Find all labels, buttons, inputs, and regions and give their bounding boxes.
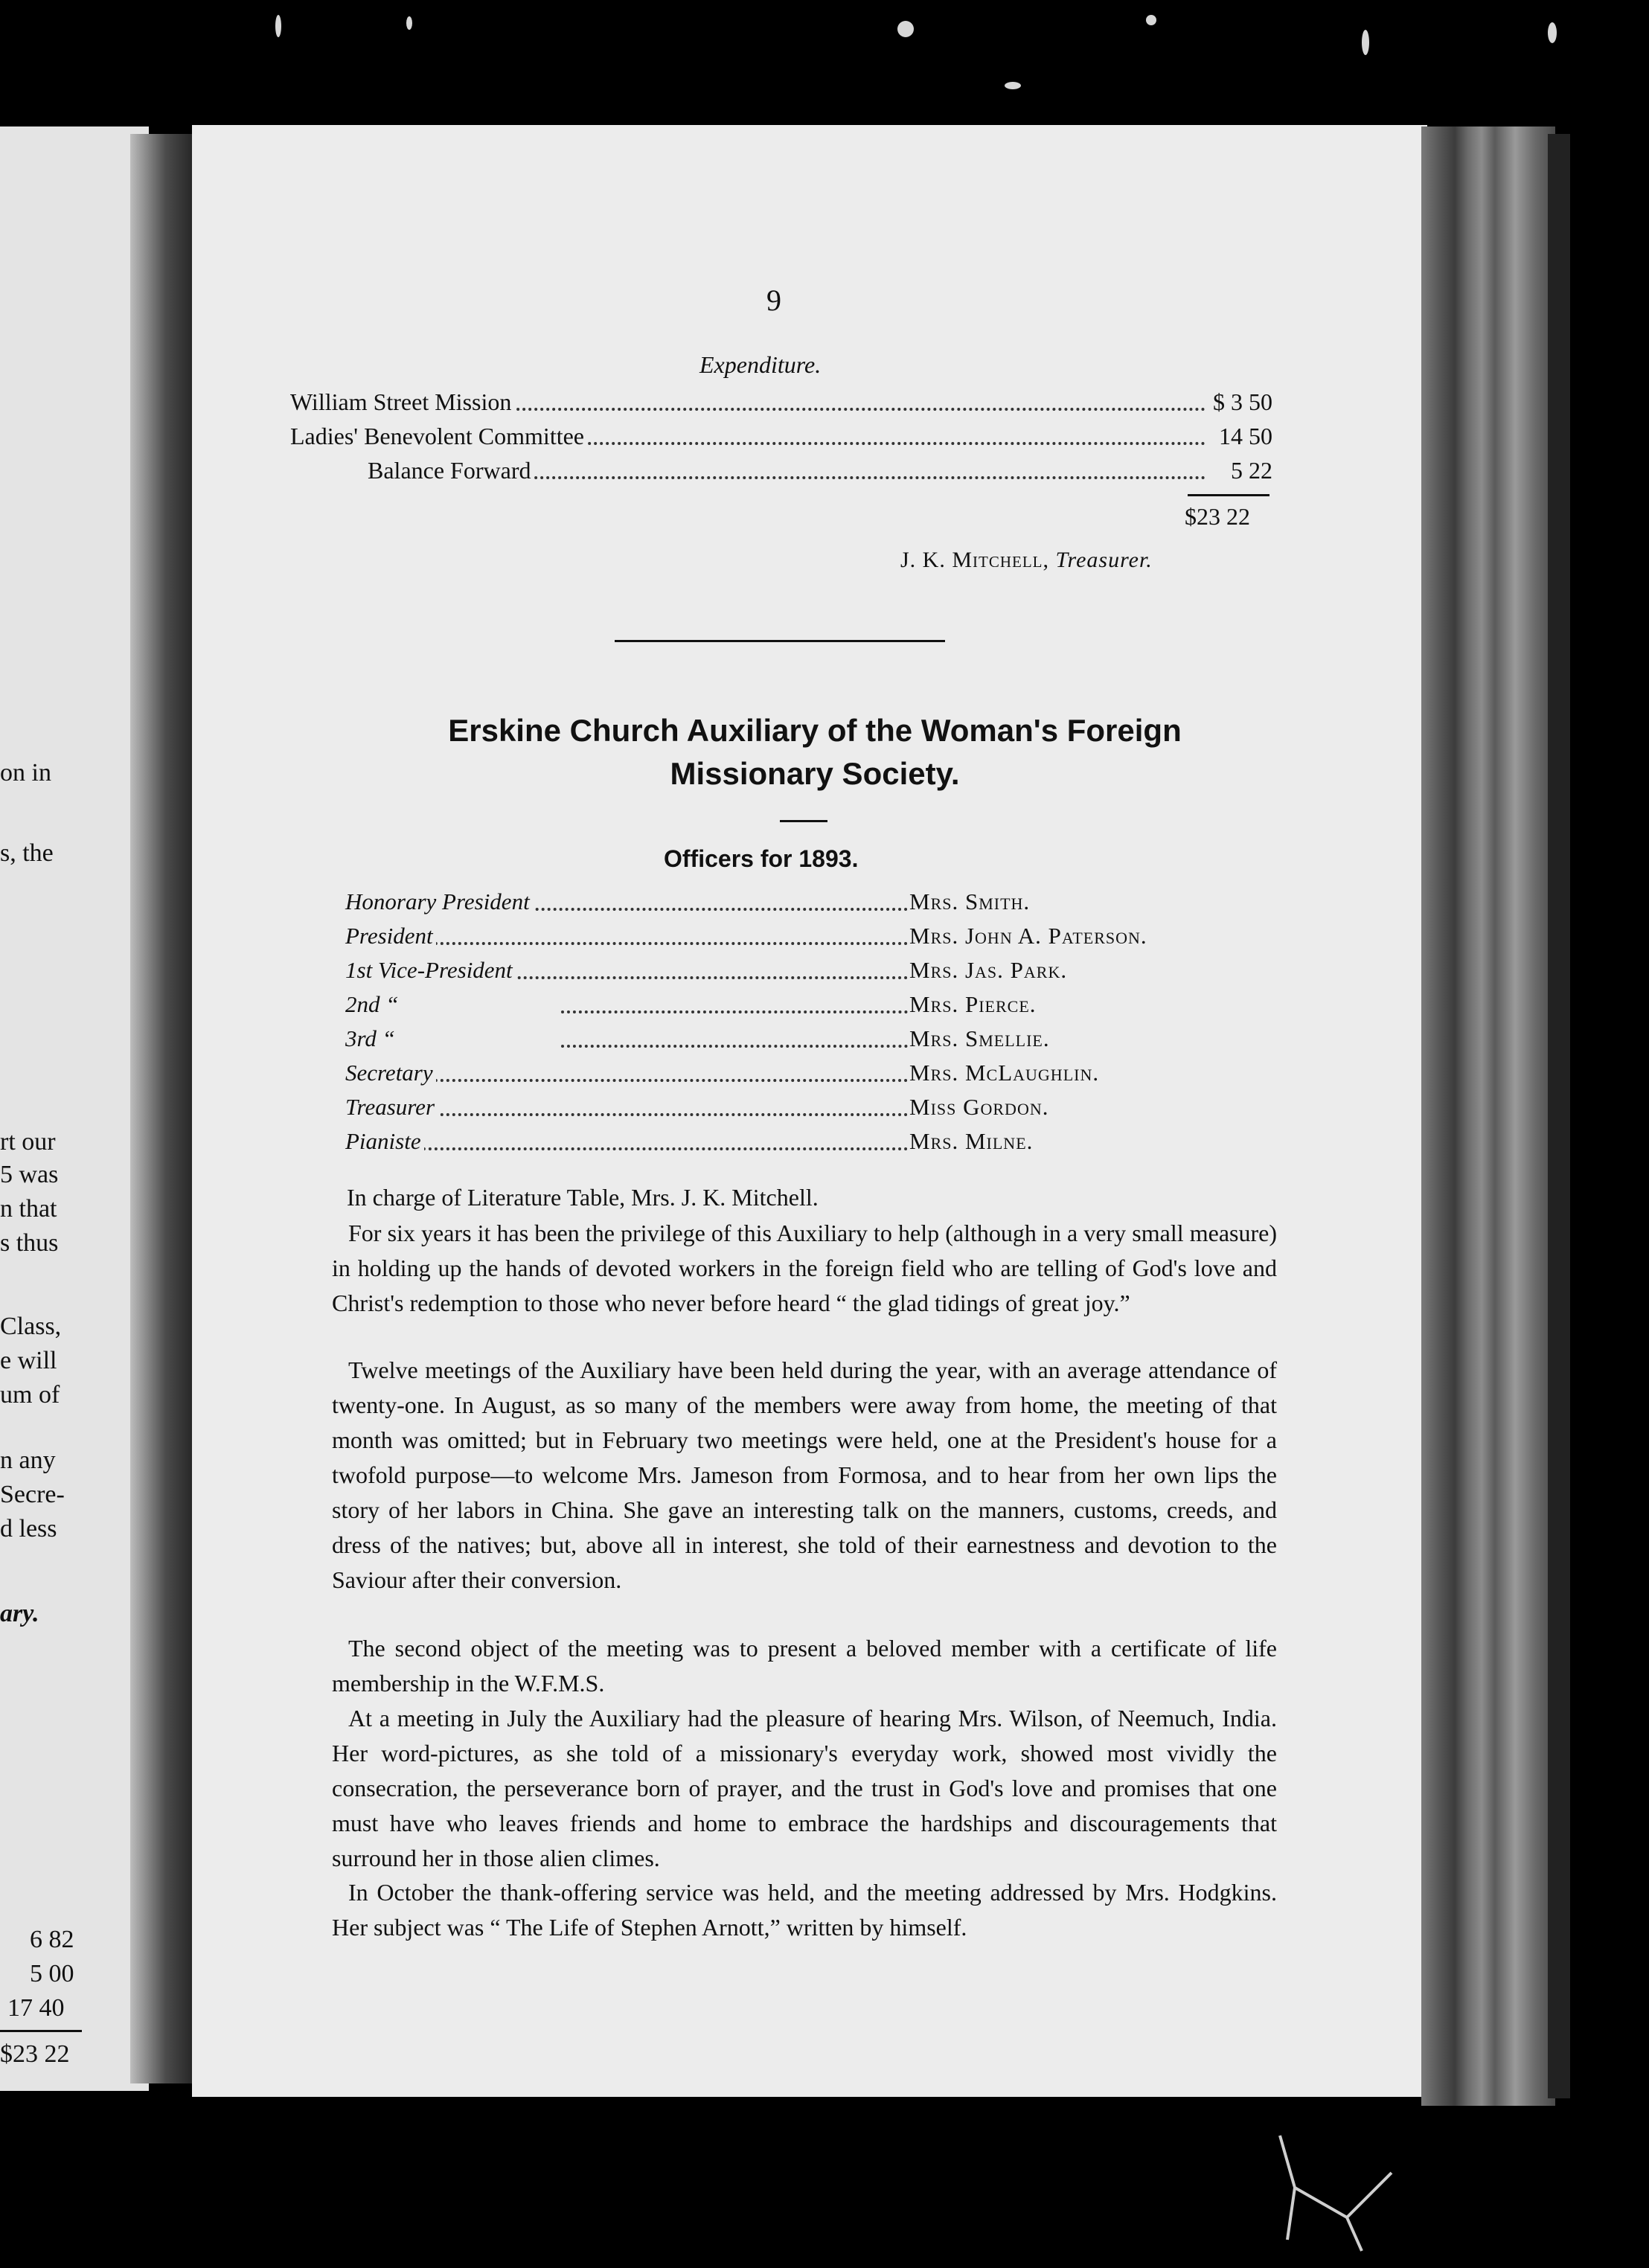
body-paragraph: For six years it has been the privilege of this Auxiliary to help (although in a very small measure) in holding up the hands of devoted workers in the foreign field who are telling of God's love and Christ's redemption to those who never before heard “ the glad tidings of great joy.” — [332, 1220, 1277, 1316]
film-speck — [1362, 30, 1369, 55]
leader-dots — [345, 1147, 908, 1150]
film-scratch — [1265, 2128, 1406, 2255]
officer-name: Mrs. McLaughlin. — [909, 1060, 1100, 1086]
film-speck — [1005, 82, 1021, 89]
film-speck — [1146, 15, 1156, 25]
officer-role: Treasurer — [345, 1094, 438, 1121]
film-speck — [897, 21, 914, 37]
body-paragraph: Twelve meetings of the Auxiliary have been held during the year, with an average attendance of twenty-one. In August, as so many of the members were away from home, the meeting of that month was omitted; but in February two meetings were held, one at the President's house for a twofold purpose—to welcome Mrs. Jameson from Formosa, and to hear from her own lips the story of her labors in China. She gave an interesting talk on the manners, customs, creeds, and dress of the natives; but, above all in interest, she told of their earnestness and devotion to the Saviour after their conversion. — [332, 1356, 1277, 1593]
sum-rule — [1188, 494, 1269, 496]
officer-name: Mrs. John A. Paterson. — [909, 923, 1147, 949]
expenditure-heading: Expenditure. — [699, 351, 822, 378]
officer-row — [345, 1025, 1283, 1060]
expenditure-row — [290, 423, 1272, 455]
society-title-line2: Missionary Society. — [670, 756, 960, 791]
body-paragraph: At a meeting in July the Auxiliary had the pleasure of hearing Mrs. Wilson, of Neemuch, India. Her word-pictures, as she told of a missionary's everyday work, showed most vividly the consecration, the perseverance born of prayer, and the trust in God's love and promises that one must have who leaves friends and home to embrace the hardships and discouragements that surround her in those alien climes. — [332, 1705, 1277, 1871]
officer-role: Secretary — [345, 1060, 436, 1086]
film-speck — [1548, 22, 1557, 43]
expenditure-row — [368, 457, 1272, 490]
officer-row — [345, 1060, 1283, 1094]
left-page-fragment: Class, — [0, 1313, 62, 1340]
left-page — [0, 126, 149, 2091]
left-page-fragment: e will — [0, 1347, 57, 1374]
officer-row — [345, 923, 1283, 957]
leader-dots — [561, 1010, 908, 1013]
officer-name: Mrs. Jas. Park. — [909, 957, 1068, 983]
officer-name: Mrs. Smith. — [909, 888, 1031, 914]
expenditure-row — [290, 388, 1272, 421]
left-page-fragment: s thus — [0, 1229, 59, 1257]
body-paragraph: The second object of the meeting was to present a beloved member with a certificate of life membership in the W.F.M.S. — [332, 1635, 1277, 1697]
left-page-fragment: n that — [0, 1195, 57, 1223]
left-page-fragment: 6 82 — [30, 1926, 74, 1953]
officer-name: Mrs. Smellie. — [909, 1025, 1050, 1051]
film-speck — [406, 16, 412, 30]
left-page-fragment: 5 was — [0, 1161, 59, 1188]
officer-row — [345, 888, 1283, 923]
expenditure-amount: 5 22 — [1231, 457, 1272, 484]
book-cover-edge — [1548, 134, 1570, 2098]
section-divider — [615, 640, 945, 642]
left-page-sum-rule — [0, 2030, 82, 2032]
officer-name: Miss Gordon. — [909, 1094, 1049, 1120]
left-page-fragment: $23 22 — [0, 2040, 70, 2068]
expenditure-amount: 14 50 — [1219, 423, 1272, 449]
page-number: 9 — [766, 284, 781, 317]
officer-row — [345, 991, 1283, 1025]
left-page-fragment: Secre- — [0, 1481, 65, 1508]
left-page-fragment: d less — [0, 1515, 57, 1543]
left-page-fragment: 5 00 — [30, 1960, 74, 1987]
treasurer-signature — [900, 548, 1153, 573]
treasurer-title: Treasurer. — [1055, 548, 1153, 572]
officer-role: 2nd “ — [345, 991, 402, 1018]
left-page-fragment: on in — [0, 759, 51, 787]
officer-role: President — [345, 923, 436, 949]
left-page-fragment: 17 40 — [7, 1994, 65, 2022]
officer-row — [345, 1094, 1283, 1128]
treasurer-name: J. K. Mitchell, — [900, 548, 1049, 572]
title-rule — [780, 820, 827, 822]
literature-note: In charge of Literature Table, Mrs. J. K. Mitchell. — [347, 1184, 819, 1211]
officer-row — [345, 957, 1283, 991]
left-page-fragment: um of — [0, 1381, 60, 1409]
expenditure-total: $23 22 — [1185, 503, 1250, 530]
expenditure-amount: $ 3 50 — [1213, 388, 1272, 415]
society-title: Erskine Church Auxiliary of the Woman's Foreign — [448, 713, 1182, 748]
film-speck — [275, 15, 281, 37]
officer-name: Mrs. Pierce. — [909, 991, 1037, 1017]
expenditure-label: Ladies' Benevolent Committee — [290, 423, 587, 450]
page-edges — [1421, 126, 1555, 2106]
left-page-fragment: rt our — [0, 1128, 56, 1156]
expenditure-label: William Street Mission — [290, 388, 514, 416]
body-paragraph: In October the thank-offering service was held, and the meeting addressed by Mrs. Hodgkins. Her subject was “ The Life of Stephen Arnott,” written by himself. — [332, 1879, 1277, 1941]
officer-role: Pianiste — [345, 1128, 424, 1155]
leader-dots — [561, 1045, 908, 1048]
officer-role: 1st Vice-President — [345, 957, 516, 984]
officer-role: 3rd “ — [345, 1025, 398, 1052]
officer-row — [345, 1128, 1283, 1162]
left-page-fragment: n any — [0, 1447, 56, 1474]
expenditure-label: Balance Forward — [368, 457, 534, 484]
left-page-fragment: s, the — [0, 839, 54, 867]
officer-role: Honorary President — [345, 888, 533, 915]
officer-name: Mrs. Milne. — [909, 1128, 1034, 1154]
officers-heading: Officers for 1893. — [664, 845, 859, 872]
left-page-fragment: ary. — [0, 1600, 39, 1627]
